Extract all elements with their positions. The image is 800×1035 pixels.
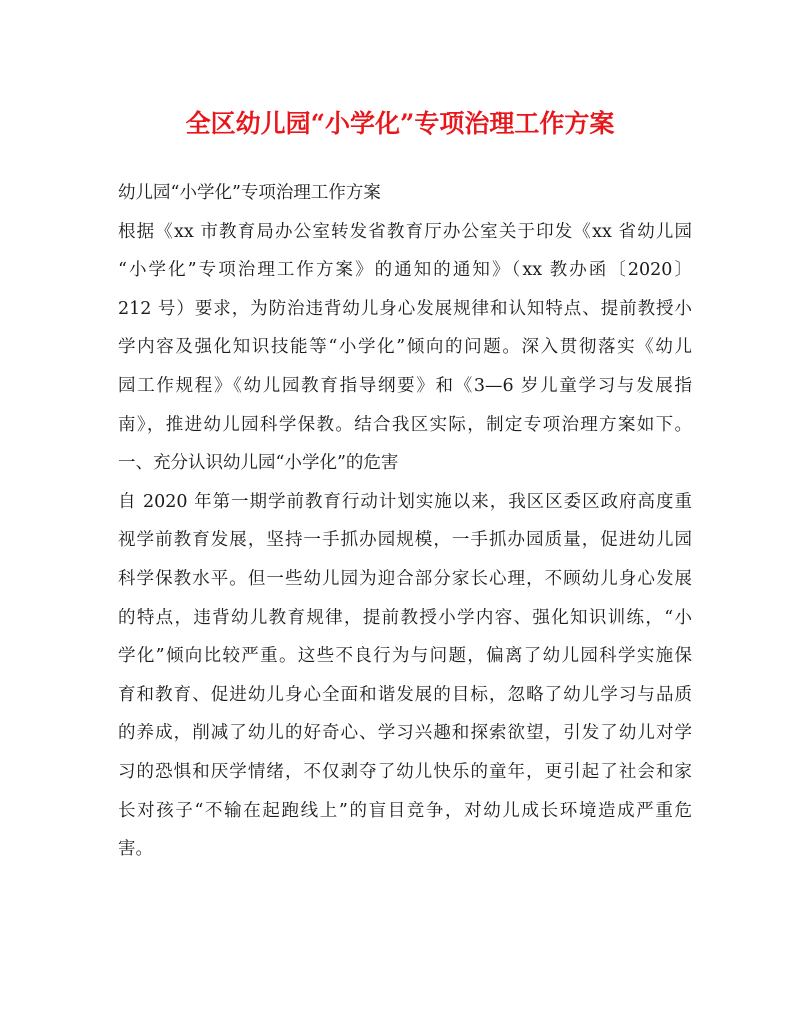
text-line: 学化”倾向比较严重。这些不良行为与问题，偏离了幼儿园科学实施保 bbox=[118, 646, 692, 667]
text-line: 的养成，削减了幼儿的好奇心、学习兴趣和探索欲望，引发了幼儿对学 bbox=[118, 723, 692, 744]
text-line: 自 2020 年第一期学前教育行动计划实施以来，我区区委区政府高度重 bbox=[118, 491, 692, 512]
text-line: 育和教育、促进幼儿身心全面和谐发展的目标，忽略了幼儿学习与品质 bbox=[118, 684, 692, 705]
text-line: 幼儿园“小学化”专项治理工作方案 bbox=[118, 183, 381, 203]
text-line: 的特点，违背幼儿教育规律，提前教授小学内容、强化知识训练，“小 bbox=[118, 607, 692, 628]
text-line: 园工作规程》《幼儿园教育指导纲要》和《3—6 岁儿童学习与发展指 bbox=[118, 375, 692, 396]
document-body bbox=[118, 174, 692, 869]
text-line: 学内容及强化知识技能等“小学化”倾向的问题。深入贯彻落实《幼儿 bbox=[118, 337, 692, 358]
text-line: 长对孩子“不输在起跑线上”的盲目竞争，对幼儿成长环境造成严重危 bbox=[118, 800, 692, 821]
text-line: 习的恐惧和厌学情绪，不仅剥夺了幼儿快乐的童年，更引起了社会和家 bbox=[118, 761, 692, 782]
text-line: 视学前教育发展，坚持一手抓办园规模，一手抓办园质量，促进幼儿园 bbox=[118, 530, 692, 551]
text-line: 害。 bbox=[118, 839, 153, 860]
text-line: 根据《xx 市教育局办公室转发省教育厅办公室关于印发《xx 省幼儿园 bbox=[118, 221, 692, 242]
text-line: 一、充分认识幼儿园“小学化”的危害 bbox=[118, 453, 399, 474]
text-line: 南》，推进幼儿园科学保教。结合我区实际，制定专项治理方案如下。 bbox=[118, 414, 692, 435]
text-line: 科学保教水平。但一些幼儿园为迎合部分家长心理，不顾幼儿身心发展 bbox=[118, 568, 692, 589]
text-line: 212 号）要求，为防治违背幼儿身心发展规律和认知特点、提前教授小 bbox=[118, 298, 692, 319]
document-title: 全区幼儿园“小学化”专项治理工作方案 bbox=[185, 109, 615, 138]
text-line: “小学化”专项治理工作方案》的通知的通知》（xx 教办函〔2020〕 bbox=[118, 260, 692, 281]
